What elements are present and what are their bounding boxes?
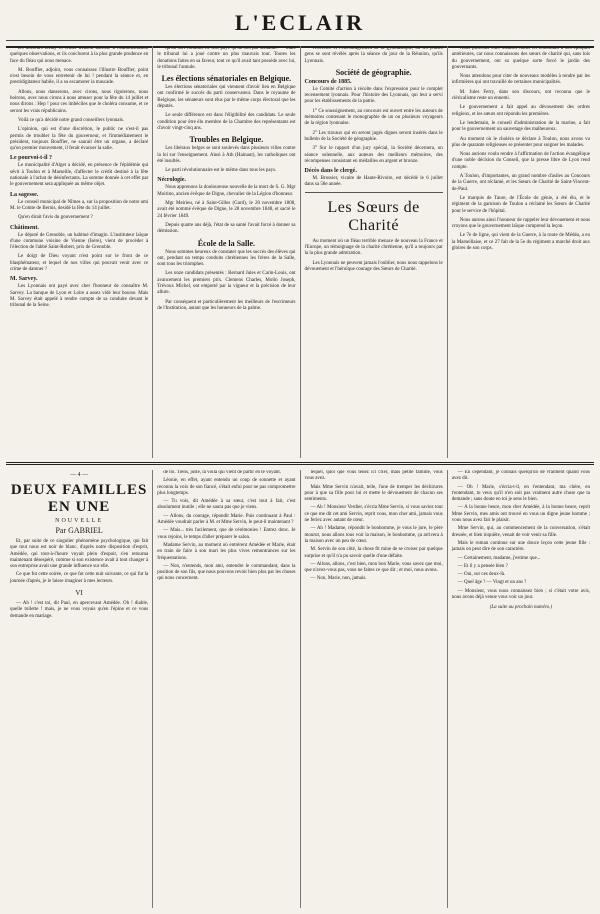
paragraph: Nous sommes heureux de constater que les succès des élèves qui ont, pendant un temps conduits chrétiennes les frères de la Salle, sont tous les triomphes. [157, 249, 296, 268]
paragraph: — A la bonne heure, mon cher Amédée, à la bonne heure, reprit Mme Servin, mes amis ont trouvé en vous un digne jeune homme ; vous nous avez fait le plaisir. [451, 505, 590, 524]
paragraph: — Allons, du courage, répondit Marie. Puis continuant à Paul : Amédée voudrait parler à M. et Mme Servin, le peut-il maintenant ? [157, 513, 296, 526]
article-heading: Nécrologie. [157, 177, 186, 184]
paragraph: de toi. Tiens, juste, la voilà qui vient de partir en te voyant. [163, 470, 282, 475]
paragraph: Les Lyonnais ont payé avec cher l'honneur de connaître M. Sarvey. La banque de Lyon et Loire a assez vidé leur bourse. Mais M. Sarvey était appelé à rendre compte de sa conduite devant le tribunal de la Seine. [10, 284, 149, 309]
paragraph: Léonie, en effet, ayant entendu un coup de sonnette et ayant reconnu la voix de son fiancé, s'était enfui pour ne pas compromettre plus longtemps. [157, 478, 296, 496]
article-heading: La sagesse. [10, 191, 39, 198]
newspaper-title: L'ECLAIR [234, 10, 366, 35]
paragraph: les docteurs Délay et Ollier avaient adressé à l'administration quelques observations, et ils conclurent à la plus grande prudence en face du fléau qui nous menace. [10, 46, 149, 64]
paragraph: Les libéraux belges se sont soulevés dans plusieurs villes contre la loi sur l'enseignement. Ainsi à Ath (Hainaut), les catholiques ont été insultés. [157, 146, 296, 164]
article-heading: Les élections sénatoriales en Belgique. [161, 74, 292, 84]
paragraph: Les onze candidats présentés : Bernard Jules et Carin-Louis, ont avancement les premiers prix. Clemens Charles, Molin Joseph, Trévoux Michel, ont emporté par la vigueur et la précision de leur allure. [157, 271, 296, 296]
feuilleton-column-4 [448, 470, 594, 908]
feuilleton-column-2 [153, 470, 300, 908]
feuilleton-title: DEUX FAMILLES EN UNE [10, 482, 148, 515]
paragraph: Nous attendons pour citer de nouveaux modèles à rendre par les infirmières qui ont travaillé de certaines municipalités. [451, 74, 590, 86]
article-heading: Société de géographie. [335, 67, 412, 77]
paragraph: Le seule différence est dans l'éligibilité des candidats. Le seule condition pour être élu membre de la Chambre des représentants est d'avoir vingt-cinq ans. [157, 113, 296, 131]
column-1 [6, 46, 153, 458]
paragraph: Le gouvernement a fait appel au dévouement des ordres religieux, et les sœurs ont répondu les premières. [451, 105, 590, 117]
news-columns [6, 46, 594, 458]
paragraph: Allons, nous danserons, avec cirons, nous rigolerons, nous boirons, avec nous cirons à nous amuser pour la fête du 14 juillet et nous dirons : Hep ! pour ces imbéciles que le choléra consume, et ce seront les vrais républicains. [10, 89, 149, 114]
paragraph: Nous aurons ainsi l'honneur de rappeler leur dévouement et nous croyons que le gouvernement laïque comprend la leçon. [451, 217, 590, 230]
paragraph: Le marquis de Taure, de l'École du génie, a été élu, et le régiment de la garnison de Toulon a réclamé les Sœurs de Charité pour le service de l'hôpital. [451, 195, 590, 214]
paragraph: Le député de Grenoble, un habitué d'imagin. L'instituteur laïque d'une commune voisine de Vienne (Isère), vient de procéder à l'élection de l'abbé Saint-Robert, prix de Grenoble. [10, 232, 149, 251]
paragraph: Mme Servin, qui, au commencement de la conversation, s'était dressée, et bien inquiète, venait de voir venir sa fille. [451, 526, 590, 538]
feuilleton-subtitle: NOUVELLE [55, 518, 104, 524]
paragraph: Par conséquent et particulièrement les meilleurs de l'escrimeurs de l'Institution, autant que les honneurs de la palme. [157, 299, 296, 311]
feuilleton-columns [6, 470, 594, 908]
article-heading: Le pourvoi-t-il ? [10, 155, 52, 162]
paragraph: qu'un sort conduite ne leur paye qu'un sou par semaine. — Mais le tribunal lui a joué contre un plus mauvais tour. Toutes les donations faites en sa faveur, tout ce qu'il avait tant possède avec lui, le tribunal l'annule. [157, 46, 296, 70]
masthead [6, 4, 594, 48]
paragraph: Le Comité d'action à récolte dans l'expression pour le complet recensement lyonnais. Pour l'histoire des Lyonnais, qui leur a servi pour les établissements de la patrie. [304, 86, 443, 105]
column-3 [301, 46, 448, 458]
paragraph: — Quel âge ? — Vingt et un ans ? [457, 580, 527, 586]
paragraph: Le 7e de ligne, qui vient de la Guerre, à la route de Médéa, a eu la Marseillaise, et ce 27 fait de la 5e du régiment a marché droit aux gloires de son corps. [451, 233, 590, 252]
paragraph: Voilà ce qu'a décidé notre grand conseillers lyonnais. [18, 117, 125, 123]
paragraph: Ce que fut cette soirée, ce que fut cette nuit suivante, ce qui fut la journée d'après, je le laisse imaginer à mes lecteurs. [10, 572, 149, 584]
divider [305, 192, 443, 193]
paragraph: — Ah ! c'est toi, dit Paul, en apercevant Amédée. Oh ! diable, quelle toilette ! mais, je ne vous voyais qu'en l'épine et ce vous demande en mariage. [10, 601, 149, 619]
feuilleton-number: — 4 — [70, 472, 89, 478]
column-4 [448, 46, 594, 458]
paragraph: M. Jules Ferry, dans son discours, ont reconnu que le cléricalisme reste un ennemi. [451, 89, 590, 102]
paragraph: — Oh ! Marie, s'écria-t-il, en t'entendant, ma chère, en t'entendant, tu veux qu'il n'en soit pas vraiment autre chose que ta demande ; sans doute en toi je sens le bien. [451, 484, 590, 503]
paragraph: Le lendemain, le conseil d'administration de la marine, a fait pour le gouvernement un sauvetage des malheureux. [451, 120, 590, 133]
article-heading: Troubles en Belgique. [189, 135, 264, 145]
article-title: Les Sœurs de Charité [327, 198, 420, 234]
paragraph: Depuis quatre ans déjà, l'état de sa santé l'avait forcé à donner sa démission. [157, 222, 296, 235]
column-2 [153, 46, 300, 458]
paragraph: Au moment où un fléau terrible menace de nouveau la France et l'Europe, un témoignage de la charité chrétienne, qu'il a toujours par la la plus grande admiration. [304, 238, 443, 257]
paragraph: Le parti révolutionnaire est le même dans tous les pays. [165, 168, 277, 174]
feuilleton-divider [6, 462, 594, 465]
feuilleton-column-1 [6, 470, 153, 908]
paragraph: Les élections sénatoriales qui viennent d'avoir lieu en Belgique ont confirmé le succès du parti conservateur. Dans le royaume de Belgique, les sénateurs sont élus par le même corps électoral que les députés. [157, 85, 296, 110]
paragraph: Le doigt de Dieu voyant n'est point sur le front de ce blasphémateur, et lequel de nos villes qui pouvait venir avec ce crime de damner ? [10, 254, 149, 273]
paragraph: — Et il y a pensée bien ? [457, 563, 508, 569]
paragraph: Mgr Meirieu, né à Saint-Gilles (Gard), le 20 novembre 1808, avait été nommé évêque de Digne, le 28 novembre 1848, et sacré le 24 février 1849. [157, 201, 296, 219]
paragraph: L'opinion, qui est d'une discrétion, le public ne s'est-il pas permis de troubler la fête du gouverneur, et l'immédiatement le président, toujours Bouffier, ne saurait être un organe, a déclaré qu'on premier mouvement, il ferait évacuer la salle. [10, 127, 149, 152]
continuation-note: (La suite au prochain numéro.) [489, 605, 552, 611]
paragraph: — Mais... très facilement, que de cérémonies ! Entrez donc. Je vous rejoins, le temps d'aller préparer le salon. [157, 528, 296, 540]
paragraph: Les Lyonnais ne peuvent jamais l'oublier, nous nous rappelons le dévouement et l'héroïque courage des Sœurs de Charité. [304, 260, 443, 272]
article-heading: Châtiment. [10, 224, 39, 231]
paragraph: A Toulon, d'importantes, un grand nombre d'asiles au Concours de la Guerre, ont réclamé, et les Sœurs de Charité de Saint-Vincent-de-Paul. [451, 174, 590, 192]
paragraph: M. Brossier, vicaire de Haute-Rivoire, est décédé le 6 juillet dans sa 58e année. [304, 176, 443, 188]
paragraph: Qu'en dirait l'avis du gouvernement ? [18, 215, 93, 221]
feuilleton-author: Par GABRIEL [55, 526, 103, 535]
masthead-rule [6, 40, 594, 41]
paragraph: — En cependant, je connais quelqu'un de vraiment quand vous avez dit. [451, 470, 590, 482]
paragraph: — Certainement, madame, j'estime que... [457, 555, 541, 561]
chapter-number: VI [75, 589, 83, 598]
paragraph: M. Servin de son côté, la chose fit mine de se croiser par quelque surprise et qu'il n'a pu savoir quelle d'une défaite. [304, 547, 443, 559]
paragraph: Nous apprenons la douloureuse nouvelle de la mort de S. G. Mgr Moirino, ancien évêque de Digne, chevalier de la Légion d'honneur. [157, 185, 296, 197]
paragraph: Mais Mme Servin n'avait, telle, l'une de tremper les déchirures pour à que sa fille pour lui et mette le dévouement de chacun ses sentiments. [304, 484, 443, 503]
paragraph: 3° Sur le rapport d'un jury spécial, la Société décernera, on séance solennelle, aux auteurs des meilleurs mémoires, des récompenses consistant en médailles en argent et bronze. [304, 146, 443, 164]
article-subheading: Concours de 1885. [304, 78, 352, 85]
paragraph: lequel, quoi que vous tenez ici crier, mais petite famille, vous vous avez. [304, 470, 443, 482]
paragraph: — Non, n'entends, mon ami, entendre le commandant, dans la position de son fils, que nous pouvons revoir bien plus par les choses qui nous concernent. [157, 563, 296, 582]
paragraph: l'exercice et l'encouragement de la gymnastique, où les jeunes gens se sont révélés après la séance du jour de la Réunion, qu'ils Lyonnais. [304, 46, 443, 64]
paragraph: — Allons, allons, c'est bien, mon bon Marie, vous savez que moi, que n'avez-vous pas, vous ne faites ce que dit ; et moi, nous avons. [304, 561, 443, 574]
paragraph: Mais le roman continue sur une douce leçon cette jeune fille : jamais on peut dire de son caractère. [451, 540, 590, 553]
article-heading: Décès dans le clergé. [304, 168, 357, 175]
paragraph: Madame Servin, au moment où entrèrent Amédée et Marie, était en train de faire à son mari les plus vives remontrances sur les fréquentations. [157, 542, 296, 561]
paragraph: Nous aurions voulu rendre à l'affirmation de l'action évangélique d'une noble décision du Conseil, que la presse libre de Lyon rend compte. [451, 152, 590, 170]
paragraph: Au moment où le choléra se déclare à Toulon, nous avons vu plus de quarante religieuses se présenter pour soigner les malades. [451, 136, 590, 148]
paragraph: — Oui, sur ces deux-là. [457, 572, 506, 578]
paragraph: 1° Ce soussignement, au concours est ouvert entre les auteurs de mémoires contenant le monographie de un ou plusieurs voyageurs de la région lyonnaise. [304, 108, 443, 127]
feuilleton-column-3 [301, 470, 448, 908]
paragraph: — Ah ! Madame, répondit le bonhomme, je vous le jure, le père mourut, nous allons tous voir la maison, le bonhomme, ça arrivera à la maison avec un peu de cœur. [304, 526, 443, 544]
paragraph: — Tu vois, dit Amédée à sa sœur, c'est tout à fait, c'est absolument inutile ; elle ne saura pas que je viens. [157, 499, 296, 511]
paragraph: Le conseil municipal de Nîmes a, sur la proposition de notre ami M. le Comte de Bernis, desidé la fête du 14 juillet. [10, 199, 149, 211]
paragraph: — Non, Marie, non, jamais. [310, 576, 367, 582]
paragraph: — Monsieur, vous nous connaissez bien ; si c'était votre avis, nous avons déjà venue vous voir un jour. [451, 588, 590, 601]
article-heading: École de la Salle. [197, 238, 256, 248]
paragraph: — Ah ! Monsieur Verdier, s'écria Mme Servin, si vous saviez tout ce que me dit cet ami Servin, reprit vous, mon cher ami, jamais vous ne feriez avec autant de cœur. [304, 505, 443, 524]
paragraph: M. Bouffier, adjoint, vous connaissez l'illustre Bouffier, point n'est besoin de vous entretenir de lui ! pendant la séance et, en prestidigitateur habile, il a su escamoter la mascade. [10, 67, 149, 86]
article-heading: M. Sarvey. [10, 276, 38, 283]
paragraph: Et, par suite de ce singulier phénomène psychologique, qui fait que tout nous est noir de blanc, d'après notre disposition d'esprit, Amédée, qui tout-à-l'heure voyait plein d'espoir, s'en retourna maintenant désespéré, comme si son existence avait à tout changer à son entreprise avait une grande influence sur elle. [10, 539, 149, 570]
paragraph: Nous pouvons citer d'autres noms en remontant à des époques antérieures, car nous connaissons des sœurs de charité qui, sans lois du gouvernement, ont su quelque sorte forcé le jardin des gouvernants. [451, 46, 590, 70]
paragraph: Le municipalité d'Alger a décidé, en présence de l'épidémie qui sévit à Toulon et à Marseille, d'affecter le crédit destiné à la fête nationale à l'achat de désinfectants. La somme donnée à cet effet par le gouvernement sera appliquée au même objet. [10, 163, 149, 188]
paragraph: 2° Les travaux qui en seront jugés dignes seront insérés dans le bulletin de la Société de géographie. [304, 130, 443, 142]
